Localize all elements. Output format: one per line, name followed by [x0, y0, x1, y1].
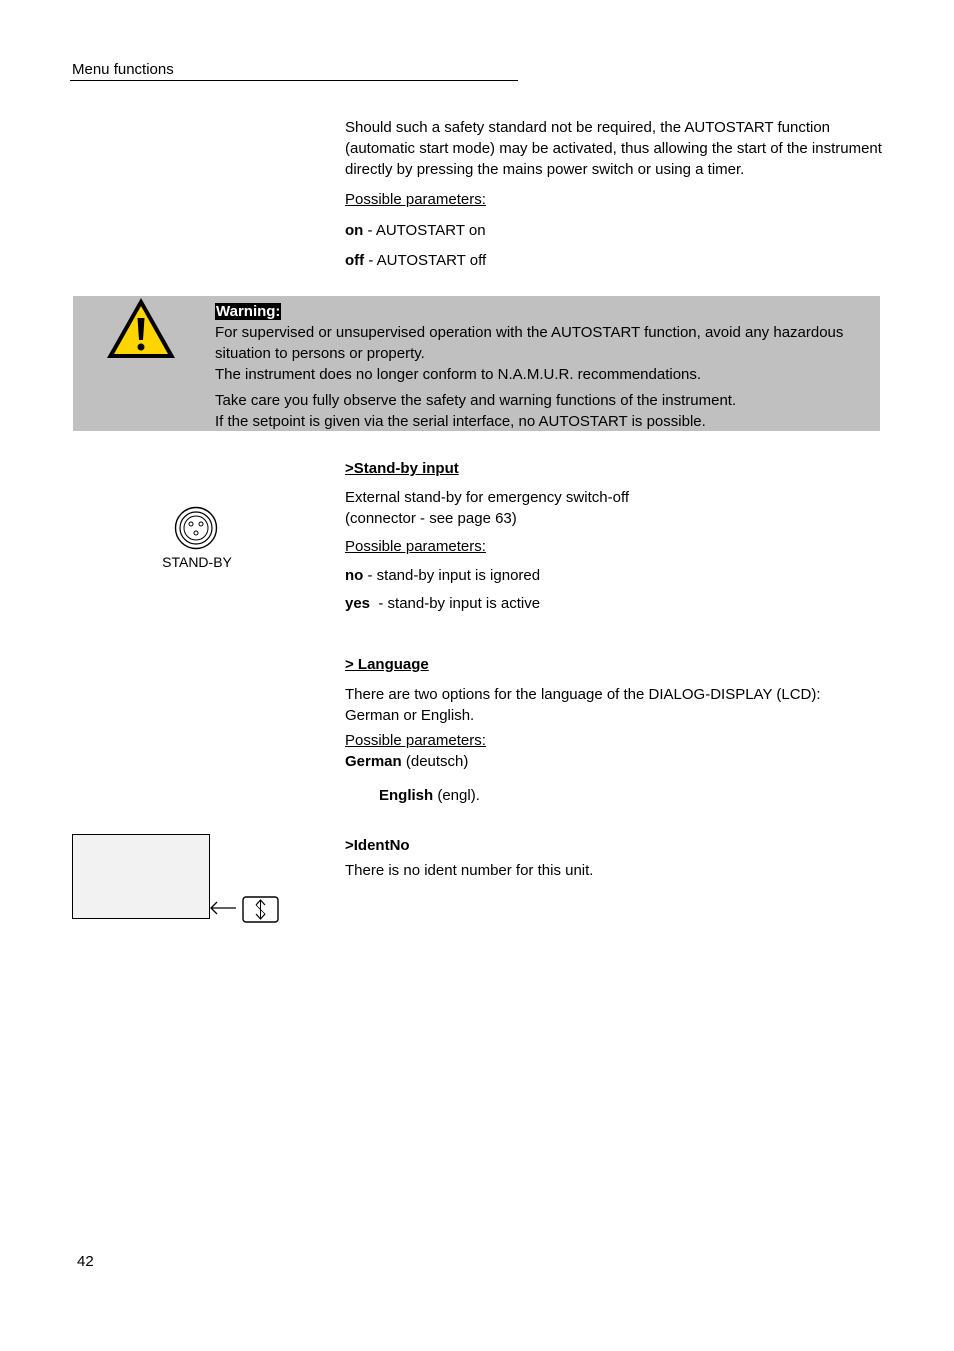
warning-text [215, 301, 875, 432]
warning-line: For supervised or unsupervised operation with the AUTOSTART function, avoid any hazardous situation to persons or property. [215, 324, 844, 362]
standby-desc-1: External stand-by for emergency switch-off [345, 489, 630, 506]
running-header [70, 60, 518, 81]
standby-option-no [345, 565, 885, 586]
option-key: off [345, 252, 365, 269]
option-desc: - stand-by input is ignored [363, 567, 541, 584]
autostart-option-off [345, 250, 885, 271]
standby-connector-icon [174, 506, 218, 550]
autostart-params-label: Possible parameters: [345, 191, 486, 208]
option-key: yes [345, 595, 371, 612]
warning-line: If the setpoint is given via the serial interface, no AUTOSTART is possible. [215, 413, 706, 430]
option-key: German [345, 753, 402, 770]
option-desc: - stand-by input is active [370, 595, 541, 612]
language-option-english [379, 785, 480, 806]
option-key: no [345, 567, 364, 584]
autostart-option-on [345, 220, 885, 241]
standby-desc-2: (connector - see page 63) [345, 510, 517, 527]
arrow-left-icon [208, 896, 238, 920]
option-desc: (engl). [433, 787, 480, 804]
identno-desc: There is no ident number for this unit. [345, 862, 594, 879]
language-option-german [345, 751, 885, 772]
language-params-label: Possible parameters: [345, 732, 486, 749]
language-heading: > Language [345, 656, 429, 673]
option-desc: (deutsch) [401, 753, 469, 770]
option-desc: - AUTOSTART on [363, 222, 486, 239]
option-key: English [379, 787, 434, 804]
warning-triangle-icon [105, 296, 177, 362]
page-number: 42 [77, 1253, 94, 1270]
option-desc: - AUTOSTART off [364, 252, 487, 269]
lcd-display-illustration [72, 834, 210, 919]
language-desc: There are two options for the language of the DIALOG-DISPLAY (LCD): German or English. [345, 686, 821, 724]
up-down-key-icon [242, 896, 279, 923]
warning-label: Warning: [216, 303, 281, 320]
standby-heading: >Stand-by input [345, 460, 459, 477]
warning-line: The instrument does no longer conform to N.A.M.U.R. recommendations. [215, 366, 702, 383]
option-key: on [345, 222, 364, 239]
header-title: Menu functions [72, 61, 174, 78]
connector-label: STAND-BY [162, 554, 232, 570]
identno-heading: >IdentNo [345, 837, 410, 854]
standby-option-yes [345, 593, 885, 614]
autostart-paragraph: Should such a safety standard not be required, the AUTOSTART function (automatic start mode) may be activated, thus allowing the start of the instrument directly by pressing the mains power switch or using a timer. [345, 119, 882, 178]
standby-params-label: Possible parameters: [345, 538, 486, 555]
warning-line: Take care you fully observe the safety and warning functions of the instrument. [215, 392, 737, 409]
